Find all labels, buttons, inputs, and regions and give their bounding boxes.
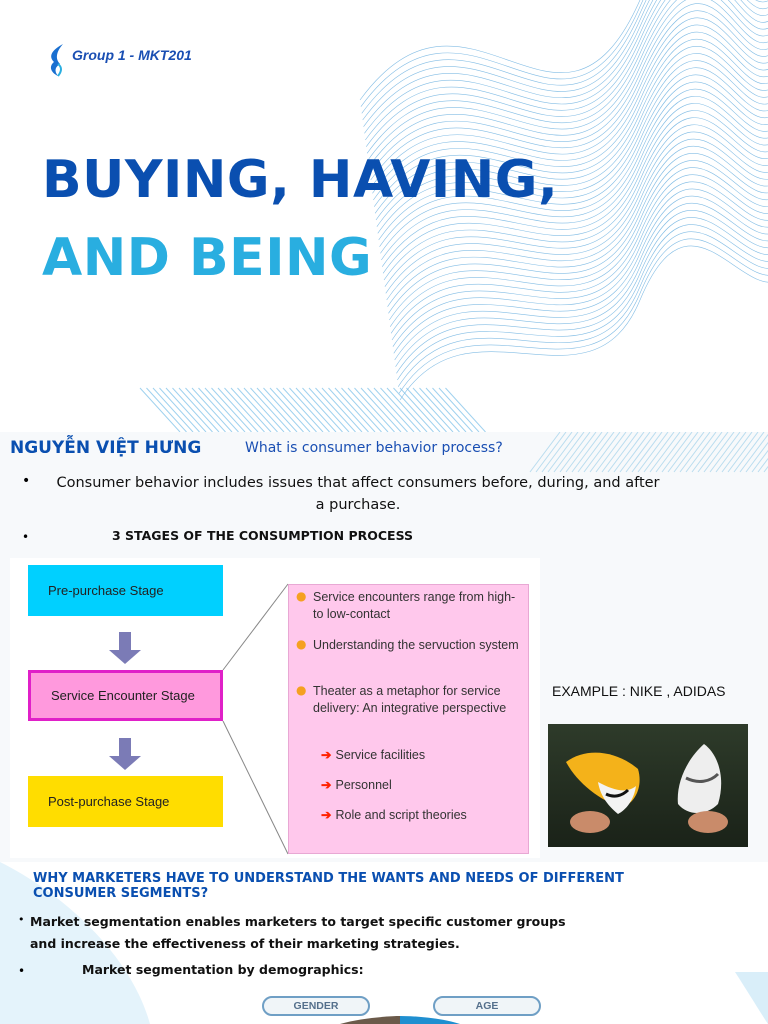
why-heading: WHY MARKETERS HAVE TO UNDERSTAND THE WANTS AND NEEDS OF DIFFERENT CONSUMER SEGMENTS? bbox=[33, 871, 624, 901]
arrow-right-icon: ➔ bbox=[321, 808, 332, 822]
segmentation-text: Market segmentation enables marketers to target specific customer groups and increase the effectiveness of their marketing strategies. bbox=[30, 914, 566, 951]
section-question: What is consumer behavior process? bbox=[245, 440, 503, 456]
title-line-2: AND BEING bbox=[42, 228, 373, 288]
brand-label: Group 1 - MKT201 bbox=[72, 47, 192, 63]
stage-box-pre-purchase: Pre-purchase Stage bbox=[28, 565, 223, 616]
bullet-icon: ● bbox=[296, 637, 307, 651]
example-label: EXAMPLE : NIKE , ADIDAS bbox=[552, 683, 726, 699]
bullet-dot: • bbox=[18, 964, 26, 978]
detail-item: Theater as a metaphor for service delivery: An integrative perspective bbox=[313, 684, 507, 715]
sub-detail-item: ➔ Service facilities bbox=[321, 748, 426, 762]
detail-item: Service encounters range from high- to low-contact bbox=[313, 590, 516, 621]
sub-detail-item: ➔ Role and script theories bbox=[321, 808, 467, 822]
donut-chart-edge bbox=[330, 1016, 470, 1024]
content-page bbox=[0, 432, 768, 1024]
detail-item: Understanding the servuction system bbox=[313, 638, 519, 652]
down-arrow-icon bbox=[109, 738, 141, 770]
bullet-dot: • bbox=[22, 530, 30, 544]
sub-detail-item: ➔ Personnel bbox=[321, 778, 392, 792]
bullet-icon: ● bbox=[296, 589, 307, 603]
arrow-right-icon: ➔ bbox=[321, 778, 332, 792]
demographics-text: Market segmentation by demographics: bbox=[82, 962, 364, 977]
age-pill: AGE bbox=[433, 996, 541, 1016]
swoosh-logo-icon bbox=[46, 42, 68, 78]
intro-text: Consumer behavior includes issues that affect consumers before, during, and after a purchase. bbox=[56, 475, 660, 513]
arrow-right-icon: ➔ bbox=[321, 748, 332, 762]
stage-box-post-purchase: Post-purchase Stage bbox=[28, 776, 223, 827]
cover-section bbox=[0, 0, 768, 432]
decorative-wave-mesh bbox=[0, 0, 768, 432]
title-line-1: BUYING, HAVING, bbox=[42, 150, 559, 210]
stage-box-service-encounter: Service Encounter Stage bbox=[28, 670, 223, 721]
football-boots-photo bbox=[548, 724, 748, 847]
service-encounter-details bbox=[288, 584, 529, 854]
author-name: NGUYỄN VIỆT HƯNG bbox=[10, 438, 202, 458]
down-arrow-icon bbox=[109, 632, 141, 664]
gender-pill: GENDER bbox=[262, 996, 370, 1016]
bullet-dot: • bbox=[22, 473, 31, 489]
bullet-icon: ● bbox=[296, 683, 307, 697]
consumption-process-diagram bbox=[10, 558, 540, 858]
stages-heading: 3 STAGES OF THE CONSUMPTION PROCESS bbox=[112, 528, 414, 543]
bullet-dot: • bbox=[18, 913, 25, 926]
